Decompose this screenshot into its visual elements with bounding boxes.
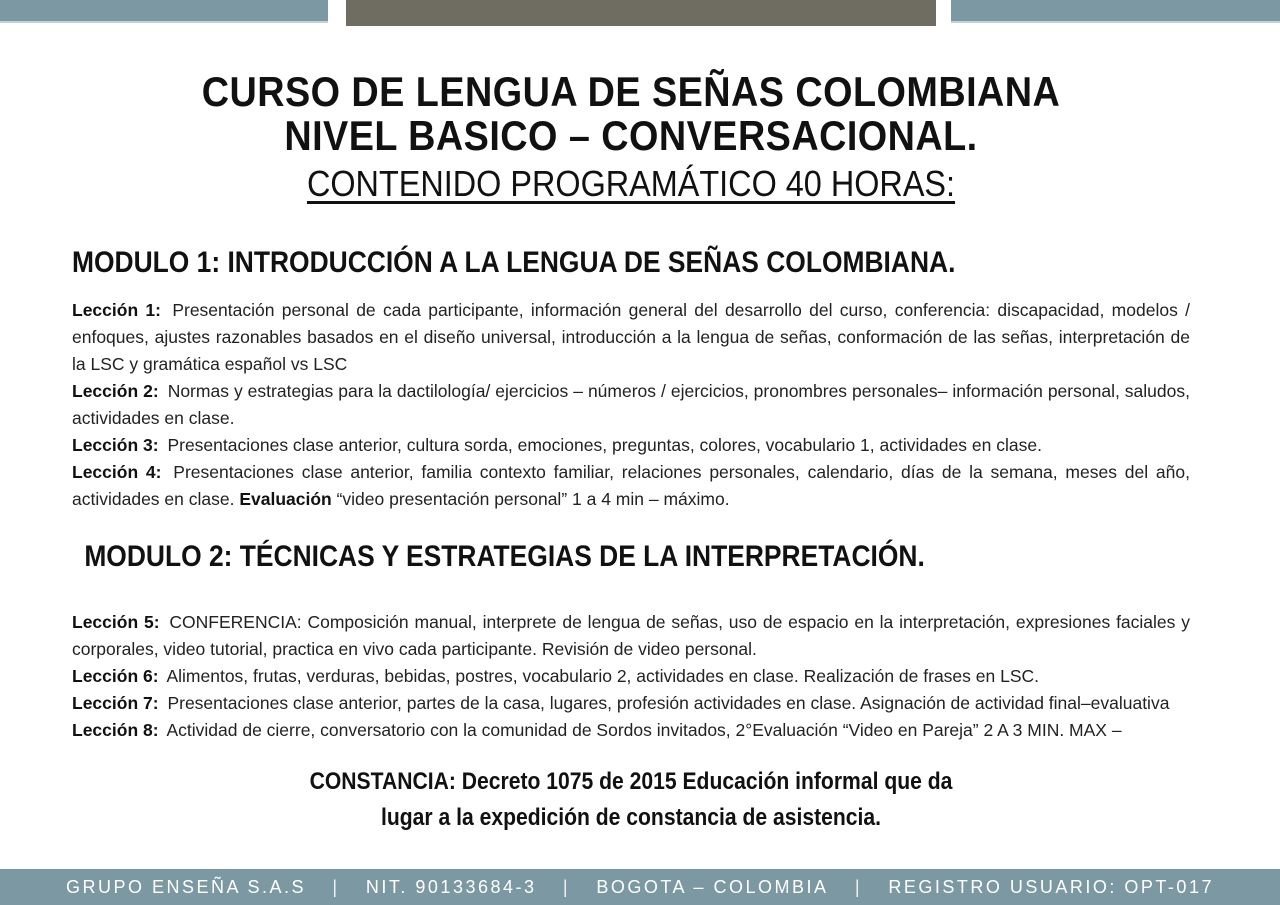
lesson-7-text: Presentaciones clase anterior, partes de la casa, lugares, profesión actividades en clase. Asignación de actividad final–evaluativa	[167, 693, 1170, 713]
footer-separator: |	[332, 876, 340, 897]
document-header	[72, 0, 1190, 205]
top-bar-left	[0, 0, 328, 23]
footer-location: BOGOTA – COLOMBIA	[596, 876, 829, 897]
footer-company: GRUPO ENSEÑA S.A.S	[66, 876, 307, 897]
top-bar-middle	[346, 0, 936, 26]
footer-registry: REGISTRO USUARIO: OPT-017	[888, 876, 1214, 897]
lesson-8-text: Actividad de cierre, conversatorio con la comunidad de Sordos invitados, 2°Evaluación “Video en Pareja” 2 A 3 MIN. MAX –	[166, 720, 1122, 740]
module-2-heading: MODULO 2: TÉCNICAS Y ESTRATEGIAS DE LA INTERPRETACIÓN.	[84, 540, 925, 573]
lesson-2-text: Normas y estrategias para la dactilología/ ejercicios – números / ejercicios, pronombres personales– información personal, saludos, actividades en clase.	[72, 381, 1190, 428]
lesson-2	[72, 378, 1190, 432]
lesson-4-label: Lección 4:	[72, 462, 162, 482]
lesson-6-text: Alimentos, frutas, verduras, bebidas, postres, vocabulario 2, actividades en clase. Realización de frases en LSC.	[166, 666, 1040, 686]
course-title-line1: CURSO DE LENGUA DE SEÑAS COLOMBIANA	[201, 68, 1061, 115]
lesson-8	[72, 717, 1190, 744]
lesson-8-label: Lección 8:	[72, 720, 159, 740]
lesson-7	[72, 690, 1190, 717]
lesson-5-label: Lección 5:	[72, 612, 160, 632]
lesson-1-label: Lección 1:	[72, 300, 161, 320]
lesson-4	[72, 459, 1190, 513]
lesson-4-bold-word: Evaluación	[239, 489, 332, 509]
lesson-3-text: Presentaciones clase anterior, cultura sorda, emociones, preguntas, colores, vocabulario 1, actividades en clase.	[167, 435, 1042, 455]
lesson-6-label: Lección 6:	[72, 666, 159, 686]
lesson-4-text-after: “video presentación personal” 1 a 4 min – máximo.	[331, 489, 730, 509]
lesson-2-label: Lección 2:	[72, 381, 159, 401]
constancia-line1: CONSTANCIA: Decreto 1075 de 2015 Educación informal que da	[309, 768, 953, 795]
lesson-3	[72, 432, 1190, 459]
course-title-line2: NIVEL BASICO – CONVERSACIONAL.	[284, 112, 978, 159]
lesson-1-text: Presentación personal de cada participante, información general del desarrollo del curso, conferencia: discapacidad, modelos / enfoques, ajustes razonables basados en el diseño universal, introducción a la lengua de señas, conformación de las señas, interpretación de la LSC y gramática español vs LSC	[72, 300, 1190, 374]
course-subtitle: CONTENIDO PROGRAMÁTICO 40 HORAS:	[306, 163, 956, 204]
footer-bar	[0, 869, 1280, 905]
lesson-7-label: Lección 7:	[72, 693, 159, 713]
lesson-6	[72, 663, 1190, 690]
lesson-4-text-before: Presentaciones clase anterior, familia contexto familiar, relaciones personales, calendario, días de la semana, meses del año, actividades en clase.	[72, 462, 1190, 509]
footer-separator: |	[562, 876, 571, 897]
constancia-note	[139, 764, 1123, 836]
footer-separator: |	[854, 876, 863, 897]
module-1-heading: MODULO 1: INTRODUCCIÓN A LA LENGUA DE SEÑAS COLOMBIANA.	[72, 246, 956, 279]
lesson-1	[72, 297, 1190, 378]
lesson-3-label: Lección 3:	[72, 435, 159, 455]
constancia-line2: lugar a la expedición de constancia de asistencia.	[380, 804, 882, 831]
lesson-5-text: CONFERENCIA: Composición manual, interprete de lengua de señas, uso de espacio en la interpretación, expresiones faciales y corporales, video tutorial, practica en vivo cada participante. Revisión de video personal.	[72, 612, 1190, 659]
footer-nit: NIT. 90133684-3	[365, 876, 537, 897]
top-bar-right	[951, 0, 1280, 23]
lesson-5	[72, 609, 1190, 663]
